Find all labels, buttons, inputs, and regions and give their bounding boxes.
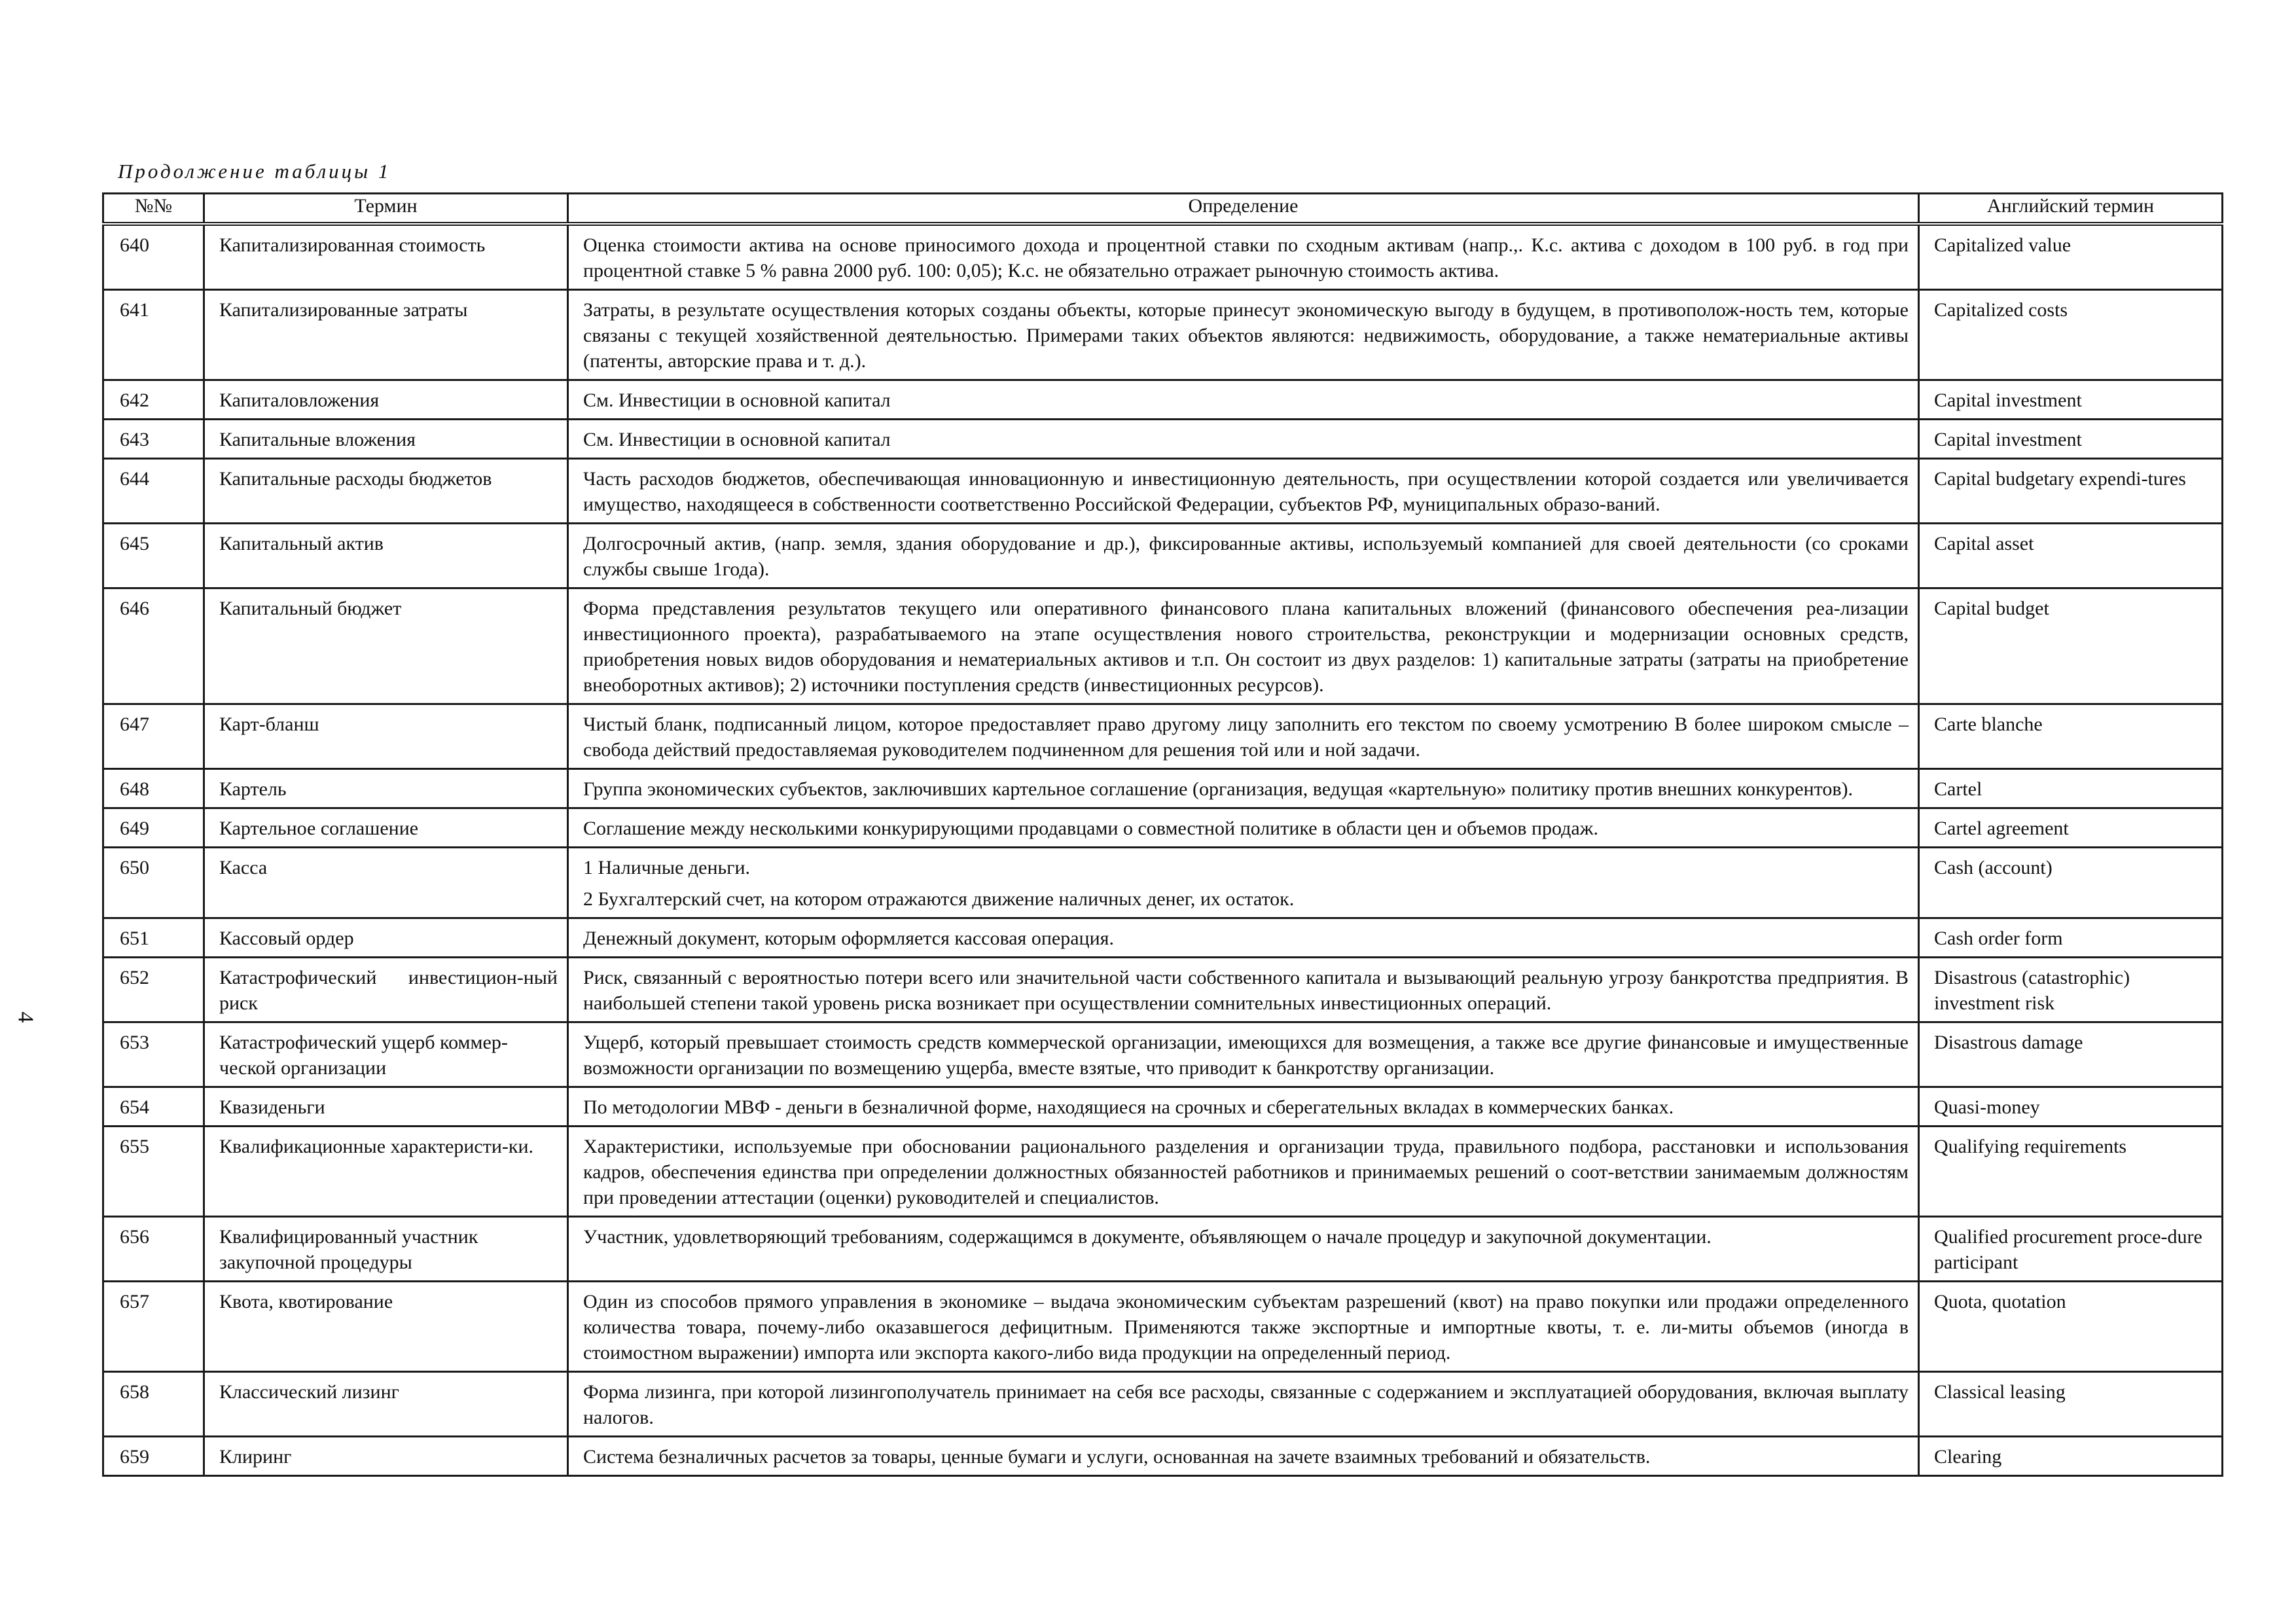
table-row <box>103 918 2223 958</box>
term-text: Капитальный бюджет <box>219 598 402 619</box>
term-text: Картельное соглашение <box>219 818 419 839</box>
row-number: 647 <box>103 704 204 769</box>
header-english: Английский термин <box>1919 194 2223 225</box>
definition-text: Риск, связанный с вероятностью потери всего или значительной части собственного капитала и вызывающий реальную угрозу банкротства предприятия. В наибольшей степени такой уровень риска возникает при осуществлении сомнительных инвестиционных операций. <box>583 967 1909 1014</box>
definition-cell <box>568 420 1919 459</box>
definition-text: Чистый бланк, подписанный лицом, которое предоставляет право другому лицу заполнить его текстом по своему усмотрению В более широком смысле – свобода действий предоставляемая руководителем подчиненном для решения той или и ной задачи. <box>583 713 1909 761</box>
table-row <box>103 1217 2223 1282</box>
term-cell <box>204 420 568 459</box>
english-term-text: Cash order form <box>1934 928 2063 949</box>
term-cell <box>204 1282 568 1372</box>
english-term-text: Capital budget <box>1934 598 2049 619</box>
term-cell <box>204 290 568 380</box>
definition-text: Форма представления результатов текущего или оперативного финансового плана капитальных вложений (финансового обеспечения реа-лизации инвестиционного проекта), разрабатываемого на этапе осуществления нового строительства, реконструкции и модернизации основных средств, приобретения новых видов оборудования и нематериальных активов и т.п. Он состоит из двух разделов: 1) капитальные затраты (затраты на приобретение внеоборотных активов); 2) источники поступления средств (инвестиционных ресурсов). <box>583 598 1909 696</box>
row-number: 652 <box>103 958 204 1022</box>
term-cell <box>204 808 568 848</box>
row-number: 654 <box>103 1087 204 1127</box>
term-text: Касса <box>219 857 268 878</box>
table-row <box>103 769 2223 808</box>
english-term-cell <box>1919 1022 2223 1087</box>
definition-text: Система безналичных расчетов за товары, ценные бумаги и услуги, основанная на зачете взаимных требований и обязательств. <box>583 1446 1651 1468</box>
english-term-text: Qualifying requirements <box>1934 1136 2127 1157</box>
definition-cell <box>568 1217 1919 1282</box>
term-cell <box>204 1437 568 1476</box>
term-text: Капитальные вложения <box>219 429 416 450</box>
english-term-text: Capital budgetary expendi-tures <box>1934 468 2186 490</box>
english-term-cell <box>1919 918 2223 958</box>
term-text: Квазиденьги <box>219 1096 325 1118</box>
definition-text: Группа экономических субъектов, заключивших картельное соглашение (организация, ведущая «картельную» политику против внешних конкурентов). <box>583 778 1853 800</box>
row-number: 656 <box>103 1217 204 1282</box>
row-number: 653 <box>103 1022 204 1087</box>
english-term-cell <box>1919 704 2223 769</box>
english-term-cell <box>1919 1217 2223 1282</box>
english-term-cell <box>1919 524 2223 588</box>
english-term-cell <box>1919 290 2223 380</box>
row-number: 644 <box>103 459 204 524</box>
table-row <box>103 1437 2223 1476</box>
table-row <box>103 380 2223 420</box>
table-row <box>103 704 2223 769</box>
row-number: 655 <box>103 1127 204 1217</box>
definition-cell <box>568 524 1919 588</box>
english-term-cell <box>1919 1127 2223 1217</box>
english-term-text: Cash (account) <box>1934 857 2053 878</box>
english-term-cell <box>1919 1282 2223 1372</box>
term-text: Катастрофический инвестицион-ный риск <box>219 967 558 1014</box>
term-cell <box>204 958 568 1022</box>
row-number: 643 <box>103 420 204 459</box>
english-term-text: Qualified procurement proce-dure participant <box>1934 1226 2202 1273</box>
definition-cell <box>568 1087 1919 1127</box>
english-term-text: Quota, quotation <box>1934 1291 2066 1312</box>
term-text: Капитальные расходы бюджетов <box>219 468 492 490</box>
term-text: Катастрофический ущерб коммер-ческой организации <box>219 1032 508 1079</box>
english-term-cell <box>1919 1437 2223 1476</box>
term-cell <box>204 1022 568 1087</box>
definition-cell <box>568 958 1919 1022</box>
definition-text: Характеристики, используемые при обосновании рационального разделения и организации труда, правильного подбора, расстановки и использования кадров, обеспечения единства при определении должностных обязанностей работников и принимаемых решений о соот-ветствии занимаемым должностям при проведении аттестации (оценки) руководителей и специалистов. <box>583 1136 1909 1208</box>
english-term-cell <box>1919 380 2223 420</box>
header-num: №№ <box>103 194 204 225</box>
table-row <box>103 848 2223 918</box>
definition-text: Денежный документ, которым оформляется кассовая операция. <box>583 928 1114 949</box>
english-term-cell <box>1919 769 2223 808</box>
term-cell <box>204 848 568 918</box>
term-text: Карт-бланш <box>219 713 319 735</box>
table-row <box>103 290 2223 380</box>
header-term: Термин <box>204 194 568 225</box>
term-cell <box>204 704 568 769</box>
english-term-text: Classical leasing <box>1934 1381 2066 1403</box>
english-term-text: Cartel agreement <box>1934 818 2069 839</box>
english-term-text: Capital asset <box>1934 533 2034 554</box>
row-number: 642 <box>103 380 204 420</box>
definition-text: Часть расходов бюджетов, обеспечивающая инновационную и инвестиционную деятельность, при осуществлении которой создается или увеличивается имущество, находящееся в собственности соответственно Российской Федерации, субъектов РФ, муниципальных образо-ваний. <box>583 468 1909 515</box>
row-number: 657 <box>103 1282 204 1372</box>
definition-text: 1 Наличные деньги. <box>583 857 751 878</box>
row-number: 640 <box>103 224 204 290</box>
row-number: 649 <box>103 808 204 848</box>
definition-cell <box>568 918 1919 958</box>
definition-text: Форма лизинга, при которой лизингополучатель принимает на себя все расходы, связанные с содержанием и эксплуатацией оборудования, включая выплату налогов. <box>583 1381 1909 1428</box>
term-cell <box>204 918 568 958</box>
definition-text: Оценка стоимости актива на основе приносимого дохода и процентной ставки по сходным активам (напр.,. К.с. актива с доходом в 100 руб. в год при процентной ставке 5 % равна 2000 руб. 100: 0,05); К.с. не обязательно отражает рыночную стоимость актива. <box>583 234 1909 281</box>
page-number: 4 <box>13 1011 38 1023</box>
term-text: Капиталовложения <box>219 389 380 411</box>
term-text: Капитализированные затраты <box>219 299 468 321</box>
table-row <box>103 420 2223 459</box>
english-term-text: Capital investment <box>1934 429 2082 450</box>
table-row <box>103 1022 2223 1087</box>
definition-text: См. Инвестиции в основной капитал <box>583 429 891 450</box>
row-number: 646 <box>103 588 204 704</box>
row-number: 648 <box>103 769 204 808</box>
definition-cell <box>568 1127 1919 1217</box>
table-body <box>103 224 2223 1476</box>
english-term-cell <box>1919 1087 2223 1127</box>
term-text: Кассовый ордер <box>219 928 354 949</box>
term-cell <box>204 224 568 290</box>
row-number: 651 <box>103 918 204 958</box>
table-caption: Продолжение таблицы 1 <box>118 160 391 183</box>
row-number: 645 <box>103 524 204 588</box>
definition-cell <box>568 769 1919 808</box>
term-text: Капитальный актив <box>219 533 384 554</box>
english-term-cell <box>1919 1372 2223 1437</box>
definition-text: Долгосрочный актив, (напр. земля, здания оборудование и др.), фиксированные активы, используемый компанией для своей деятельности (со сроками службы свыше 1года). <box>583 533 1909 580</box>
english-term-text: Capitalized costs <box>1934 299 2068 321</box>
definition-cell <box>568 848 1919 918</box>
row-number: 641 <box>103 290 204 380</box>
english-term-cell <box>1919 588 2223 704</box>
english-term-text: Capitalized value <box>1934 234 2072 256</box>
definition-cell <box>568 224 1919 290</box>
term-text: Капитализированная стоимость <box>219 234 486 256</box>
definition-text: По методологии МВФ - деньги в безналичной форме, находящиеся на срочных и сберегательных вкладах в коммерческих банках. <box>583 1096 1674 1118</box>
term-text: Классический лизинг <box>219 1381 399 1403</box>
term-cell <box>204 459 568 524</box>
english-term-cell <box>1919 224 2223 290</box>
definition-text: Ущерб, который превышает стоимость средств коммерческой организации, имеющихся для возмещения, а также все другие финансовые и имущественные возможности организации по возмещению ущерба, вместе взятые, что приводит к банкротству организации. <box>583 1032 1909 1079</box>
header-definition: Определение <box>568 194 1919 225</box>
term-text: Картель <box>219 778 287 800</box>
term-text: Клиринг <box>219 1446 292 1468</box>
english-term-text: Cartel <box>1934 778 1982 800</box>
term-text: Квота, квотирование <box>219 1291 393 1312</box>
english-term-cell <box>1919 420 2223 459</box>
table-row <box>103 459 2223 524</box>
table-header-row <box>103 194 2223 225</box>
row-number: 650 <box>103 848 204 918</box>
english-term-text: Capital investment <box>1934 389 2082 411</box>
english-term-text: Disastrous (catastrophic) investment risk <box>1934 967 2130 1014</box>
table-row <box>103 588 2223 704</box>
english-term-text: Quasi-money <box>1934 1096 2040 1118</box>
definition-cell <box>568 1022 1919 1087</box>
definition-cell <box>568 290 1919 380</box>
term-cell <box>204 1087 568 1127</box>
term-cell <box>204 588 568 704</box>
definition-cell <box>568 459 1919 524</box>
table-row <box>103 1282 2223 1372</box>
term-text: Квалифицированный участник закупочной процедуры <box>219 1226 478 1273</box>
term-cell <box>204 1127 568 1217</box>
table-row <box>103 1127 2223 1217</box>
english-term-text: Clearing <box>1934 1446 2002 1468</box>
row-number: 658 <box>103 1372 204 1437</box>
row-number: 659 <box>103 1437 204 1476</box>
table-row <box>103 224 2223 290</box>
definition-text: Участник, удовлетворяющий требованиям, содержащимся в документе, объявляющем о начале процедур и закупочной документации. <box>583 1226 1712 1248</box>
table-row <box>103 808 2223 848</box>
term-cell <box>204 1217 568 1282</box>
definition-text: См. Инвестиции в основной капитал <box>583 389 891 411</box>
definition-cell <box>568 1437 1919 1476</box>
definition-cell <box>568 588 1919 704</box>
english-term-text: Disastrous damage <box>1934 1032 2083 1053</box>
definition-text: Один из способов прямого управления в экономике – выдача экономическим субъектам разрешений (квот) на право покупки или продажи определенного количества товара, почему-либо оказавшегося дефицитным. Применяются также экспортные и импортные квоты, т. е. ли-миты объемов (иногда в стоимостном выражении) импорта или экспорта какого-либо вида продукции на определенный период. <box>583 1291 1909 1363</box>
definition-text: 2 Бухгалтерский счет, на котором отражаются движение наличных денег, их остаток. <box>583 888 1295 910</box>
glossary-table <box>102 192 2223 1477</box>
definition-cell <box>568 1282 1919 1372</box>
english-term-cell <box>1919 958 2223 1022</box>
table-row <box>103 1372 2223 1437</box>
term-text: Квалификационные характеристи-ки. <box>219 1136 533 1157</box>
english-term-cell <box>1919 848 2223 918</box>
definition-cell <box>568 380 1919 420</box>
table-row <box>103 1087 2223 1127</box>
english-term-cell <box>1919 808 2223 848</box>
term-cell <box>204 1372 568 1437</box>
term-cell <box>204 380 568 420</box>
term-cell <box>204 524 568 588</box>
term-cell <box>204 769 568 808</box>
table-row <box>103 958 2223 1022</box>
english-term-text: Carte blanche <box>1934 713 2043 735</box>
definition-cell <box>568 704 1919 769</box>
definition-text: Затраты, в результате осуществления которых созданы объекты, которые принесут экономическую выгоду в будущем, в противополож-ность тем, которые связаны с текущей хозяйственной деятельностью. Примерами таких объектов являются: недвижимость, оборудование, а также нематериальные активы (патенты, авторские права и т. д.). <box>583 299 1909 372</box>
table-row <box>103 524 2223 588</box>
definition-cell <box>568 808 1919 848</box>
english-term-cell <box>1919 459 2223 524</box>
definition-text: Соглашение между несколькими конкурирующими продавцами о совместной политике в области цен и объемов продаж. <box>583 818 1598 839</box>
definition-cell <box>568 1372 1919 1437</box>
